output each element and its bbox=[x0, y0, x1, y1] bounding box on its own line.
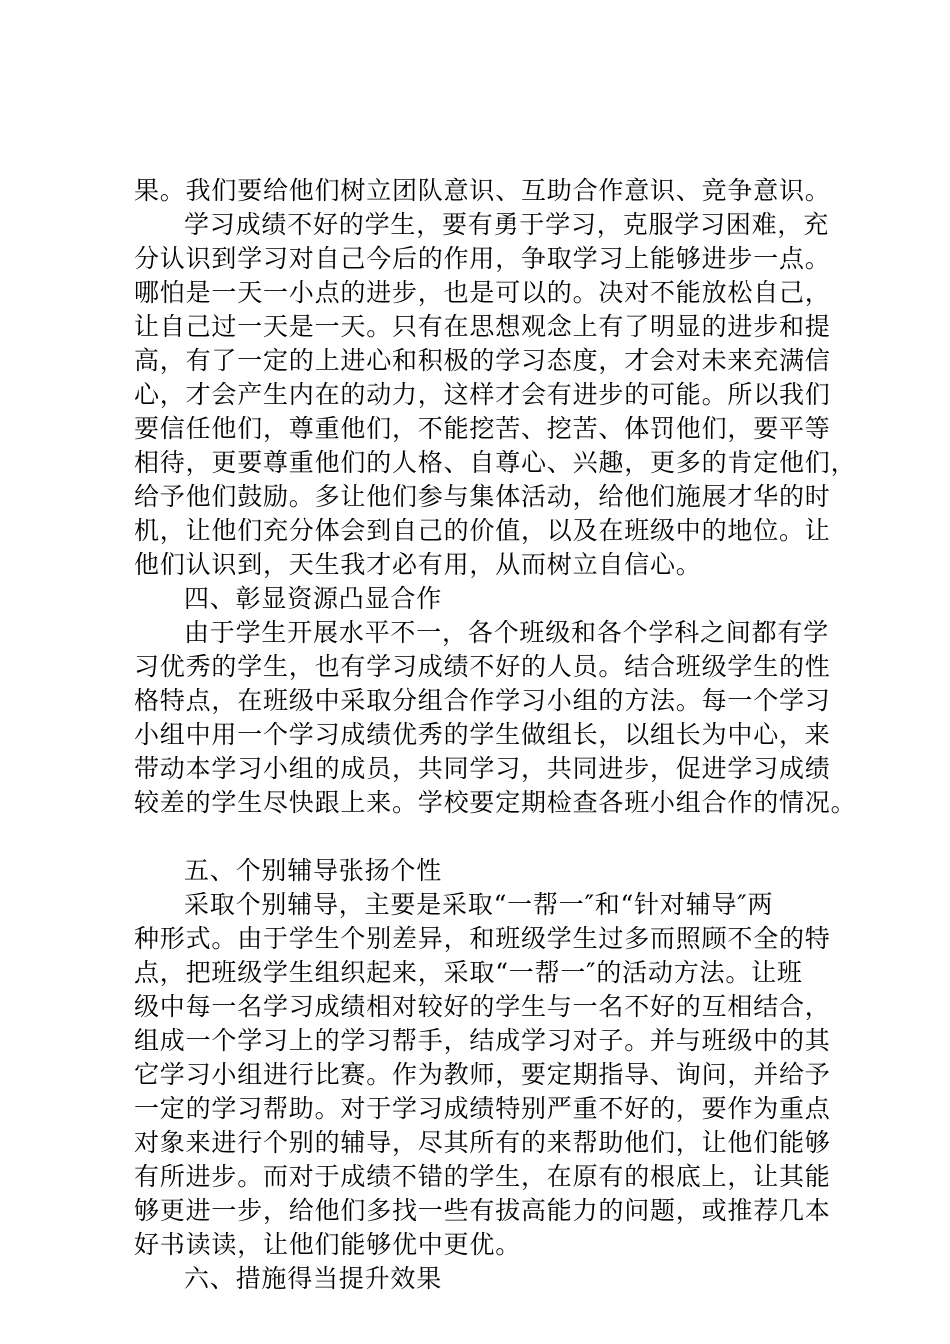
text-line: 组成一个学习上的学习帮手，结成学习对子。并与班级中的其 bbox=[134, 1026, 831, 1055]
text-line: 他们认识到，天生我才必有用，从而树立自信心。 bbox=[134, 550, 702, 579]
text-line: 小组中用一个学习成绩优秀的学生做组长，以组长为中心，来 bbox=[134, 720, 831, 749]
text-line: 给予他们鼓励。多让他们参与集体活动，给他们施展才华的时 bbox=[134, 482, 831, 511]
text-line: 果。我们要给他们树立团队意识、互助合作意识、竞争意识。 bbox=[134, 176, 831, 205]
section-heading-4: 四、彰显资源凸显合作 bbox=[184, 584, 443, 613]
text-line: 点，把班级学生组织起来，采取“一帮一″的活动方法。让班 bbox=[134, 958, 803, 987]
text-line: 习优秀的学生，也有学习成绩不好的人员。结合班级学生的性 bbox=[134, 652, 831, 681]
section-heading-6: 六、措施得当提升效果 bbox=[184, 1264, 443, 1293]
text-line: 要信任他们，尊重他们，不能挖苦、挖苦、体罚他们，要平等 bbox=[134, 414, 831, 443]
text-line: 较差的学生尽快跟上来。学校要定期检查各班小组合作的情况。 bbox=[134, 788, 857, 817]
text-line: 一定的学习帮助。对于学习成绩特别严重不好的，要作为重点 bbox=[134, 1094, 831, 1123]
text-line: 格特点，在班级中采取分组合作学习小组的方法。每一个学习 bbox=[134, 686, 831, 715]
text-line: 好书读读，让他们能够优中更优。 bbox=[134, 1230, 522, 1259]
text-line: 高，有了一定的上进心和积极的学习态度，才会对未来充满信 bbox=[134, 346, 831, 375]
text-line: 相待，更要尊重他们的人格、自尊心、兴趣，更多的肯定他们， bbox=[134, 448, 857, 477]
text-line: 带动本学习小组的成员，共同学习，共同进步，促进学习成绩 bbox=[134, 754, 831, 783]
paragraph-start: 由于学生开展水平不一，各个班级和各个学科之间都有学 bbox=[184, 618, 830, 647]
text-line: 哪怕是一天一小点的进步，也是可以的。决对不能放松自己， bbox=[134, 278, 831, 307]
paragraph-start: 采取个别辅导，主要是采取“一帮一″和“针对辅导″两 bbox=[184, 890, 774, 919]
text-line: 它学习小组进行比赛。作为教师，要定期指导、询问，并给予 bbox=[134, 1060, 831, 1089]
text-line: 够更进一步，给他们多找一些有拔高能力的问题，或推荐几本 bbox=[134, 1196, 831, 1225]
text-line: 种形式。由于学生个别差异，和班级学生过多而照顾不全的特 bbox=[134, 924, 831, 953]
paragraph-start: 学习成绩不好的学生，要有勇于学习，克服学习困难，充 bbox=[184, 210, 830, 239]
text-line: 心，才会产生内在的动力，这样才会有进步的可能。所以我们 bbox=[134, 380, 831, 409]
text-line: 机，让他们充分体会到自己的价值，以及在班级中的地位。让 bbox=[134, 516, 831, 545]
text-line: 级中每一名学习成绩相对较好的学生与一名不好的互相结合， bbox=[134, 992, 831, 1021]
text-line: 对象来进行个别的辅导，尽其所有的来帮助他们，让他们能够 bbox=[134, 1128, 831, 1157]
text-line: 让自己过一天是一天。只有在思想观念上有了明显的进步和提 bbox=[134, 312, 831, 341]
text-line: 分认识到学习对自己今后的作用，争取学习上能够进步一点。 bbox=[134, 244, 831, 273]
text-line: 有所进步。而对于成绩不错的学生，在原有的根底上，让其能 bbox=[134, 1162, 831, 1191]
section-heading-5: 五、个别辅导张扬个性 bbox=[184, 856, 443, 885]
